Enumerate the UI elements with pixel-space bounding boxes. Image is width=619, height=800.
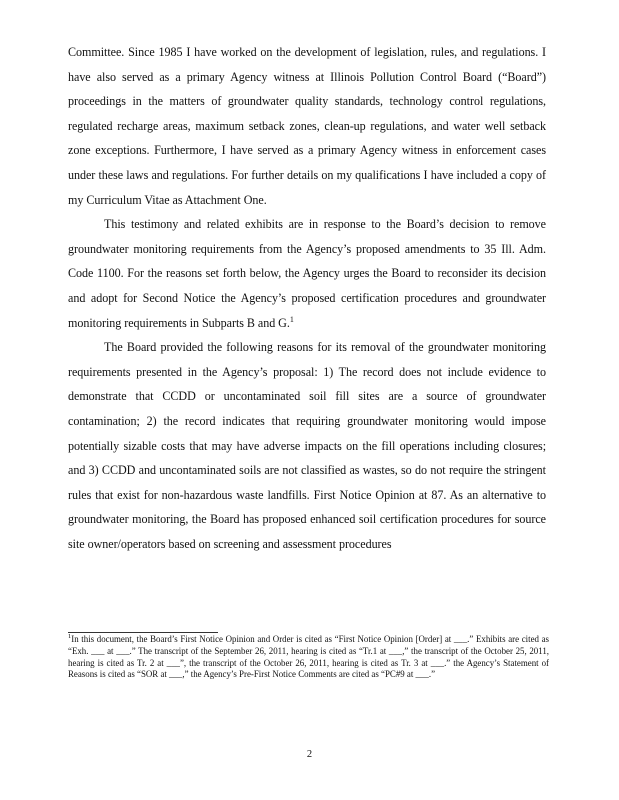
- footnote-text: In this document, the Board’s First Notice Opinion and Order is cited as “First Notice Opinion [Order] at ___.” Exhibits are cited as “Exh. ___ at ___.” The transcript of the September 26, 2011, hearing is cited as “Tr.1 at ___,” the transcript of the October 25, 2011, hearing is cited as Tr. 2 at ___”, the transcript of the October 26, 2011, hearing is cited as Tr. 3 at ___.” the Agency’s Statement of Reasons is cited as “SOR at ___,” the Agency’s Pre-First Notice Comments are cited as “PC#9 at ___.”: [68, 634, 549, 680]
- page-number: 2: [306, 749, 313, 760]
- paragraph-response: [68, 212, 546, 335]
- paragraph-qualifications: [68, 40, 546, 212]
- footnote-divider: [68, 632, 218, 633]
- footnote-mark: 1: [68, 633, 72, 641]
- footnote-reference: 1: [289, 314, 294, 324]
- footnote: [68, 634, 549, 681]
- paragraph-text: Committee. Since 1985 I have worked on the development of legislation, rules, and regulations. I have also served as a primary Agency witness at Illinois Pollution Control Board (“Board”) proceedings in the matters of groundwater quality standards, technology control regulations, regulated recharge areas, maximum setback zones, clean-up regulations, and water well setback zone exceptions. Furthermore, I have served as a primary Agency witness in enforcement cases under these laws and regulations. For further details on my qualifications I have included a copy of my Curriculum Vitae as Attachment One.: [68, 45, 546, 207]
- paragraph-board-reasons: [68, 335, 546, 556]
- body-text: [68, 40, 546, 556]
- paragraph-text: The Board provided the following reasons for its removal of the groundwater monitoring requirements presented in the Agency’s proposal: 1) The record does not include evidence to demonstrate that CCDD or uncontaminated soil fill sites are a source of groundwater contamination; 2) the record indicates that requiring groundwater monitoring would impose potentially sizable costs that may have adverse impacts on the fill operations including closures; and 3) CCDD and uncontaminated soils are not classified as wastes, so do not require the stringent rules that exist for non-hazardous waste landfills. First Notice Opinion at 87. As an alternative to groundwater monitoring, the Board has proposed enhanced soil certification procedures for source site owner/operators based on screening and assessment procedures: [68, 340, 546, 551]
- paragraph-text: This testimony and related exhibits are in response to the Board’s decision to remove groundwater monitoring requirements from the Agency’s proposed amendments to 35 Ill. Adm. Code 1100. For the reasons set forth below, the Agency urges the Board to reconsider its decision and adopt for Second Notice the Agency’s proposed certification procedures and groundwater monitoring requirements in Subparts B and G.: [68, 217, 546, 330]
